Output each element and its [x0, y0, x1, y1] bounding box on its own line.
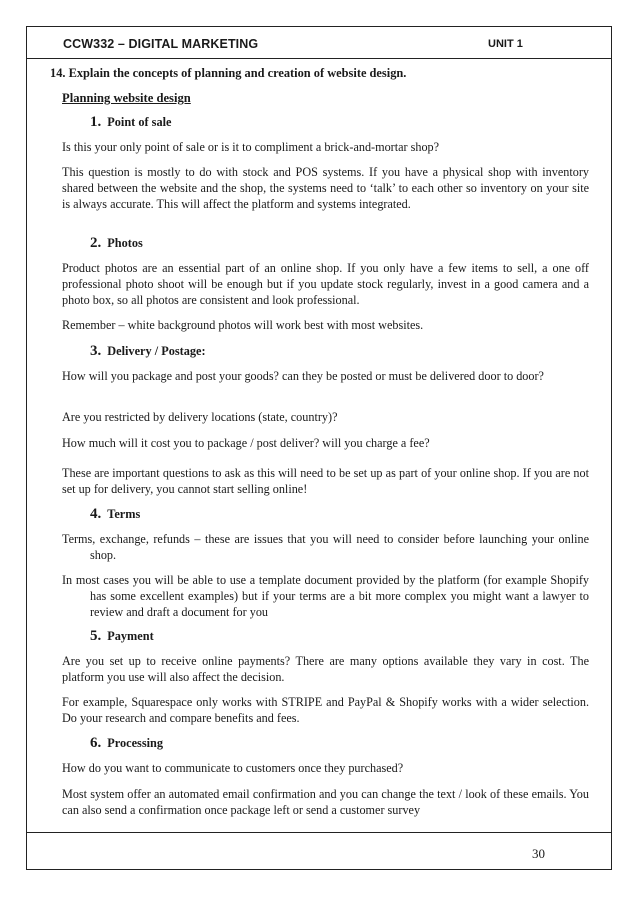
- paragraph: Most system offer an automated email confirmation and you can change the text / look of these emails. You can also send a confirmation once package left or send a customer survey: [62, 787, 589, 817]
- paragraph: In most cases you will be able to use a template document provided by the platform (for example Shopify has some excellent examples) but if your terms are a bit more complex you might want a lawyer to review and draft a document for you: [62, 573, 589, 619]
- section-heading-payment: [90, 628, 154, 645]
- footer-divider: [26, 832, 612, 833]
- section-number: 2.: [90, 235, 102, 251]
- paragraph: Are you set up to receive online payments? There are many options available they vary in cost. The platform you use will also affect the decision.: [62, 654, 589, 684]
- page-number: 30: [532, 846, 545, 861]
- section-title: Processing: [107, 736, 164, 750]
- paragraph: Product photos are an essential part of an online shop. If you only have a few items to sell, a one off professional photo shoot will be enough but if you update stock regularly, invest in a good camera and a photo box, so all photos are consistent and look professional.: [62, 261, 589, 307]
- section-heading-point-of-sale: [90, 114, 171, 131]
- paragraph: Is this your only point of sale or is it to compliment a brick-and-mortar shop?: [62, 140, 440, 154]
- section-heading-delivery: [90, 343, 206, 360]
- paragraph: Are you restricted by delivery locations (state, country)?: [62, 410, 338, 424]
- section-title: Photos: [107, 236, 143, 250]
- section-title: Terms: [107, 507, 141, 521]
- section-heading-terms: [90, 506, 140, 523]
- paragraph: These are important questions to ask as this will need to be set up as part of your online shop. If you are not set up for delivery, you cannot start selling online!: [62, 466, 589, 496]
- unit-label: UNIT 1: [488, 38, 523, 50]
- section-number: 1.: [90, 114, 102, 130]
- section-heading-processing: [90, 735, 163, 752]
- paragraph: Remember – white background photos will work best with most websites.: [62, 318, 424, 332]
- section-number: 3.: [90, 343, 102, 359]
- section-subtitle: Planning website design: [62, 91, 191, 105]
- paragraph: For example, Squarespace only works with STRIPE and PayPal & Shopify works with a wider selection. Do your research and compare benefits and fees.: [62, 695, 589, 725]
- section-number: 5.: [90, 628, 102, 644]
- paragraph: Terms, exchange, refunds – these are issues that you will need to consider before launching your online shop.: [62, 532, 589, 562]
- section-heading-photos: [90, 235, 143, 252]
- section-title: Payment: [107, 629, 154, 643]
- section-number: 6.: [90, 735, 102, 751]
- section-title: Delivery / Postage:: [107, 344, 206, 358]
- question-heading: 14. Explain the concepts of planning and creation of website design.: [50, 66, 407, 80]
- paragraph: How much will it cost you to package / post deliver? will you charge a fee?: [62, 436, 430, 450]
- section-title: Point of sale: [107, 115, 172, 129]
- paragraph: This question is mostly to do with stock and POS systems. If you have a physical shop with inventory shared between the website and the shop, the systems need to ‘talk’ to each other so inventory on your site is always accurate. This will affect the platform and systems integrated.: [62, 165, 589, 211]
- header-divider: [26, 58, 612, 59]
- paragraph: How do you want to communicate to customers once they purchased?: [62, 761, 404, 775]
- course-title: CCW332 – DIGITAL MARKETING: [63, 37, 259, 51]
- section-number: 4.: [90, 506, 102, 522]
- paragraph: How will you package and post your goods? can they be posted or must be delivered door to door?: [62, 369, 544, 383]
